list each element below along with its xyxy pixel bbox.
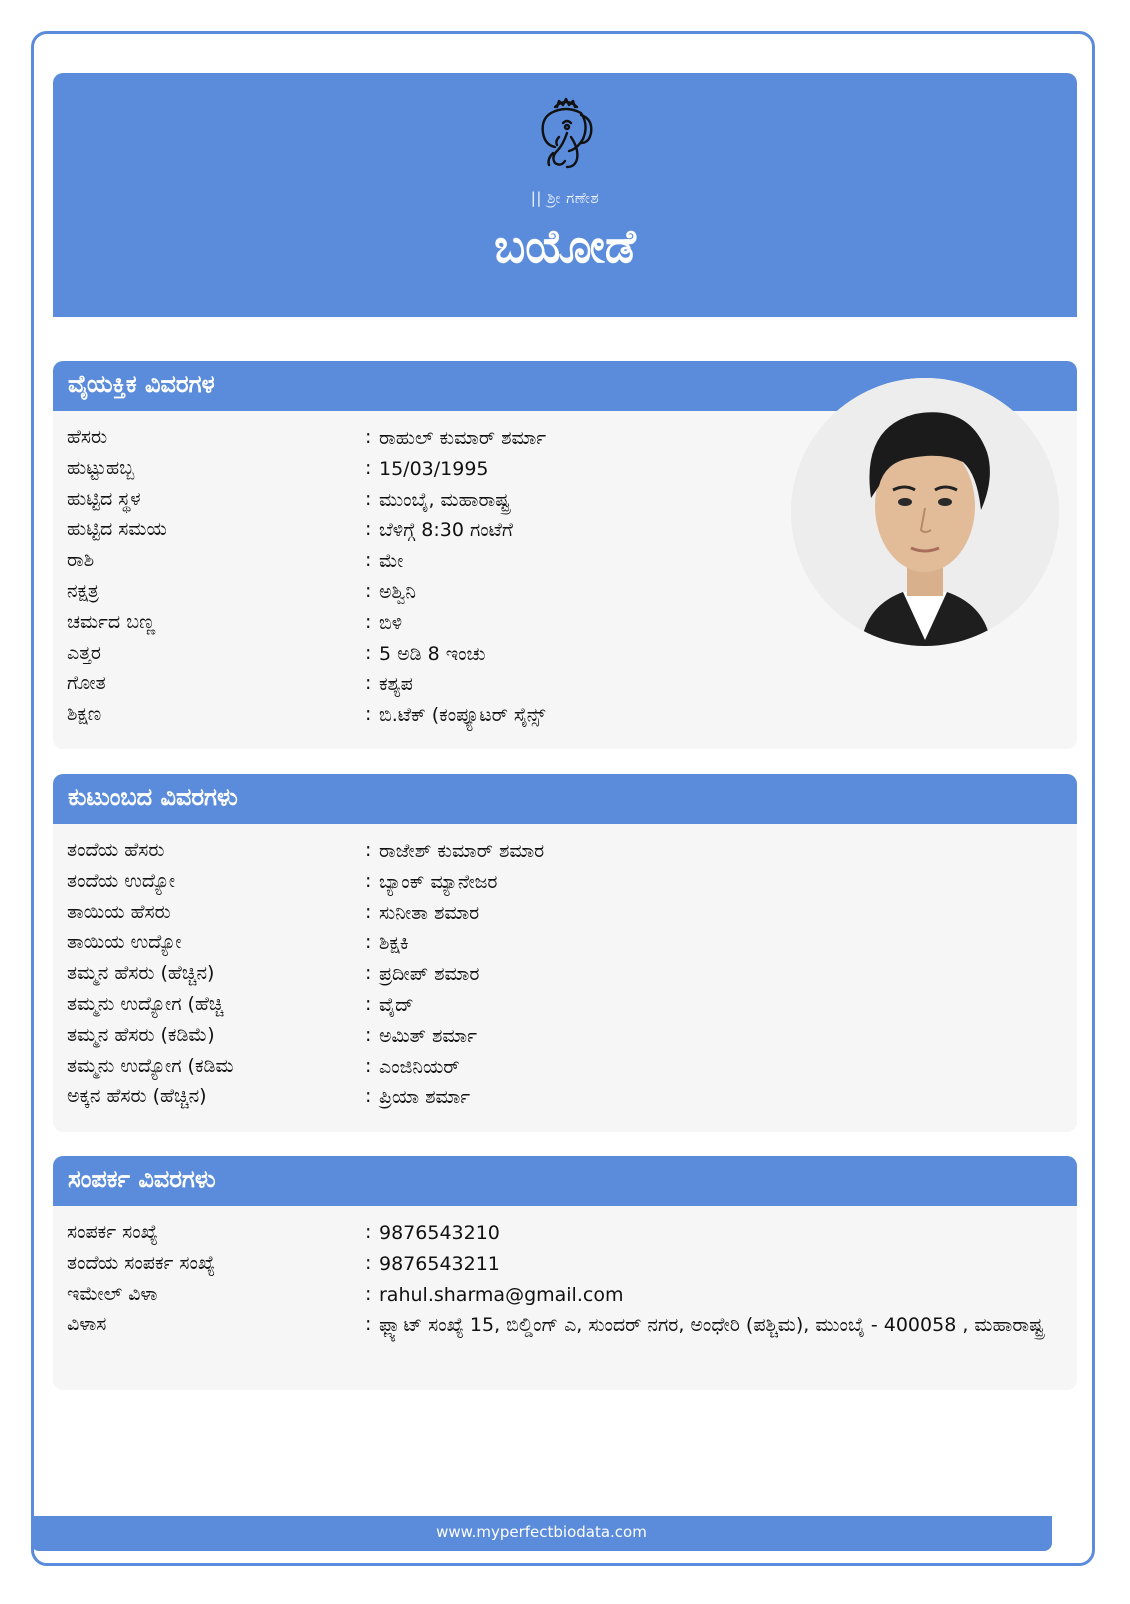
personal-details-section	[53, 361, 1077, 749]
profile-photo	[791, 378, 1059, 646]
detail-label: ಹುಟ್ಟಿದ ಸ್ಥಳ	[67, 487, 141, 510]
biodata-header	[53, 73, 1077, 317]
page-title: ಬಯೋಡೆ	[494, 219, 636, 273]
detail-value: ಮೇ	[379, 550, 404, 573]
detail-value: ಬ್ಯಾಂಕ್ ಮ್ಯಾನೇಜರ	[379, 870, 498, 893]
detail-label: ತಮ್ಮನ ಹೆಸರು (ಹೆಚ್ಚಿನ)	[67, 962, 215, 985]
detail-label: ತಂದೆಯ ಉದ್ಯೋ	[67, 869, 176, 892]
detail-separator: :	[365, 1221, 372, 1243]
detail-value: ಬೆಳಿಗ್ಗೆ 8:30 ಗಂಟೆಗೆ	[379, 519, 513, 542]
detail-separator: :	[365, 426, 372, 448]
detail-row	[53, 1021, 1077, 1052]
detail-row	[53, 700, 1077, 731]
detail-value: ಸುನೀತಾ ಶಮಾರ	[379, 901, 480, 924]
detail-label: ಅಕ್ಕನ ಹೆಸರು (ಹೆಚ್ಚಿನ)	[67, 1085, 207, 1108]
detail-label: ಹುಟ್ಟಿದ ಸಮಯ	[67, 518, 167, 541]
detail-label: ತಮ್ಮನು ಉದ್ಯೋಗ (ಹೆಚ್ಚಿ	[67, 992, 224, 1015]
detail-separator: :	[365, 518, 372, 541]
detail-label: ತಮ್ಮನ ಹೆಸರು (ಕಡಿಮೆ)	[67, 1023, 215, 1046]
detail-separator: :	[365, 900, 372, 923]
detail-label: ತಾಯಿಯ ಹೆಸರು	[67, 900, 171, 923]
detail-separator: :	[365, 610, 372, 633]
detail-separator: :	[365, 1054, 372, 1077]
detail-value: 9876543210	[379, 1222, 500, 1244]
section-heading: ಸಂಪರ್ಕ ವಿವರಗಳು	[53, 1156, 1077, 1206]
detail-row	[53, 1082, 1077, 1113]
detail-separator: :	[365, 672, 372, 695]
detail-separator: :	[365, 992, 372, 1015]
detail-separator: :	[365, 549, 372, 572]
detail-value: 9876543211	[379, 1252, 500, 1275]
contact-details-section	[53, 1156, 1077, 1390]
detail-label: ವಿಳಾಸ	[67, 1313, 107, 1336]
detail-row	[53, 669, 1077, 700]
detail-separator: :	[365, 703, 372, 726]
detail-label: ತಂದೆಯ ಸಂಪರ್ಕ ಸಂಖ್ಯೆ	[67, 1251, 216, 1274]
detail-separator: :	[365, 487, 372, 510]
detail-separator: :	[365, 641, 372, 664]
detail-value: ರಾಹುಲ್ ಕುಮಾರ್ ಶರ್ಮಾ	[379, 427, 547, 449]
detail-value: 5 ಅಡಿ 8 ಇಂಚು	[379, 642, 486, 665]
footer-website-link[interactable]: www.myperfectbiodata.com	[436, 1523, 647, 1541]
detail-value: rahul.sharma@gmail.com	[379, 1283, 624, 1306]
detail-separator: :	[365, 1085, 372, 1108]
detail-separator: :	[365, 1282, 372, 1305]
detail-label: ಶಿಕ್ಷಣ	[67, 703, 102, 726]
detail-label: ಹುಟ್ಟುಹಬ್ಬ	[67, 456, 135, 479]
detail-separator: :	[365, 931, 372, 954]
detail-separator: :	[365, 1313, 372, 1336]
detail-row	[53, 959, 1077, 990]
family-details-list	[53, 824, 1077, 1113]
detail-label: ರಾಶಿ	[67, 549, 95, 572]
footer-bar	[31, 1516, 1052, 1551]
detail-label: ಗೋತ	[67, 672, 106, 695]
detail-value: ವೈದ್	[379, 993, 414, 1016]
detail-value: ಅಶ್ವಿನಿ	[379, 580, 416, 603]
detail-separator: :	[365, 579, 372, 602]
section-heading: ವೈಯಕ್ತಿಕ ವಿವರಗಳ	[53, 361, 1077, 411]
detail-label: ತಂದೆಯ ಹೆಸರು	[67, 839, 165, 861]
detail-value: ಫ್ಲ್ಯಾಟ್ ಸಂಖ್ಯೆ 15, ಬಿಲ್ಡಿಂಗ್ ಎ, ಸುಂದರ್ ನಗರ, ಅಂಧೇರಿ (ಪಶ್ಚಿಮ), ಮುಂಬೈ - 400058 , ಮಹಾರಾಷ್ಟ್ರ	[379, 1314, 1044, 1337]
detail-label: ಚರ್ಮದ ಬಣ್ಣ	[67, 610, 156, 633]
detail-row	[53, 1310, 1077, 1341]
detail-row	[53, 1280, 1077, 1311]
detail-separator: :	[365, 962, 372, 985]
detail-label: ಸಂಪರ್ಕ ಸಂಖ್ಯೆ	[67, 1221, 158, 1243]
detail-value: ಶಿಕ್ಷಕಿ	[379, 932, 409, 955]
detail-value: ಬಿ.ಟೆಕ್ (ಕಂಪ್ಯೂಟರ್ ಸೈನ್ಸ್	[379, 704, 546, 727]
detail-row	[53, 836, 1077, 867]
invocation-text: || ಶ್ರೀ ಗಣೇಶ	[530, 189, 600, 207]
detail-value: ಎಂಜಿನಿಯರ್	[379, 1055, 460, 1078]
detail-value: ಪ್ರದೀಪ್ ಶಮಾರ	[379, 963, 480, 986]
detail-value: ಅಮಿತ್ ಶರ್ಮಾ	[379, 1024, 477, 1047]
detail-value: ಪ್ರಿಯಾ ಶರ್ಮಾ	[379, 1086, 471, 1109]
detail-label: ನಕ್ಷತ್ರ	[67, 579, 99, 602]
contact-details-list	[53, 1206, 1077, 1341]
detail-separator: :	[365, 1251, 372, 1274]
detail-value: ರಾಜೇಶ್ ಕುಮಾರ್ ಶಮಾರ	[379, 840, 545, 862]
detail-row	[53, 990, 1077, 1021]
section-heading: ಕುಟುಂಬದ ವಿವರಗಳು	[53, 774, 1077, 824]
detail-value: 15/03/1995	[379, 457, 489, 480]
detail-row	[53, 1218, 1077, 1249]
detail-label: ತಾಯಿಯ ಉದ್ಯೋ	[67, 931, 182, 954]
detail-row	[53, 898, 1077, 929]
ganesh-icon	[533, 93, 599, 171]
detail-row	[53, 867, 1077, 898]
detail-separator: :	[365, 456, 372, 479]
detail-row	[53, 1052, 1077, 1083]
detail-label: ತಮ್ಮನು ಉದ್ಯೋಗ (ಕಡಿಮ	[67, 1054, 234, 1077]
detail-value: ಬಿಳಿ	[379, 611, 403, 634]
detail-label: ಇಮೇಲ್ ವಿಳಾ	[67, 1282, 158, 1305]
detail-label: ಹೆಸರು	[67, 426, 108, 448]
detail-separator: :	[365, 839, 372, 861]
family-details-section	[53, 774, 1077, 1132]
detail-value: ಮುಂಬೈ, ಮಹಾರಾಷ್ಟ್ರ	[379, 488, 511, 511]
detail-row	[53, 928, 1077, 959]
detail-separator: :	[365, 869, 372, 892]
detail-row	[53, 1249, 1077, 1280]
detail-label: ಎತ್ತರ	[67, 641, 101, 664]
detail-separator: :	[365, 1023, 372, 1046]
detail-value: ಕಶ್ಯಪ	[379, 673, 413, 696]
